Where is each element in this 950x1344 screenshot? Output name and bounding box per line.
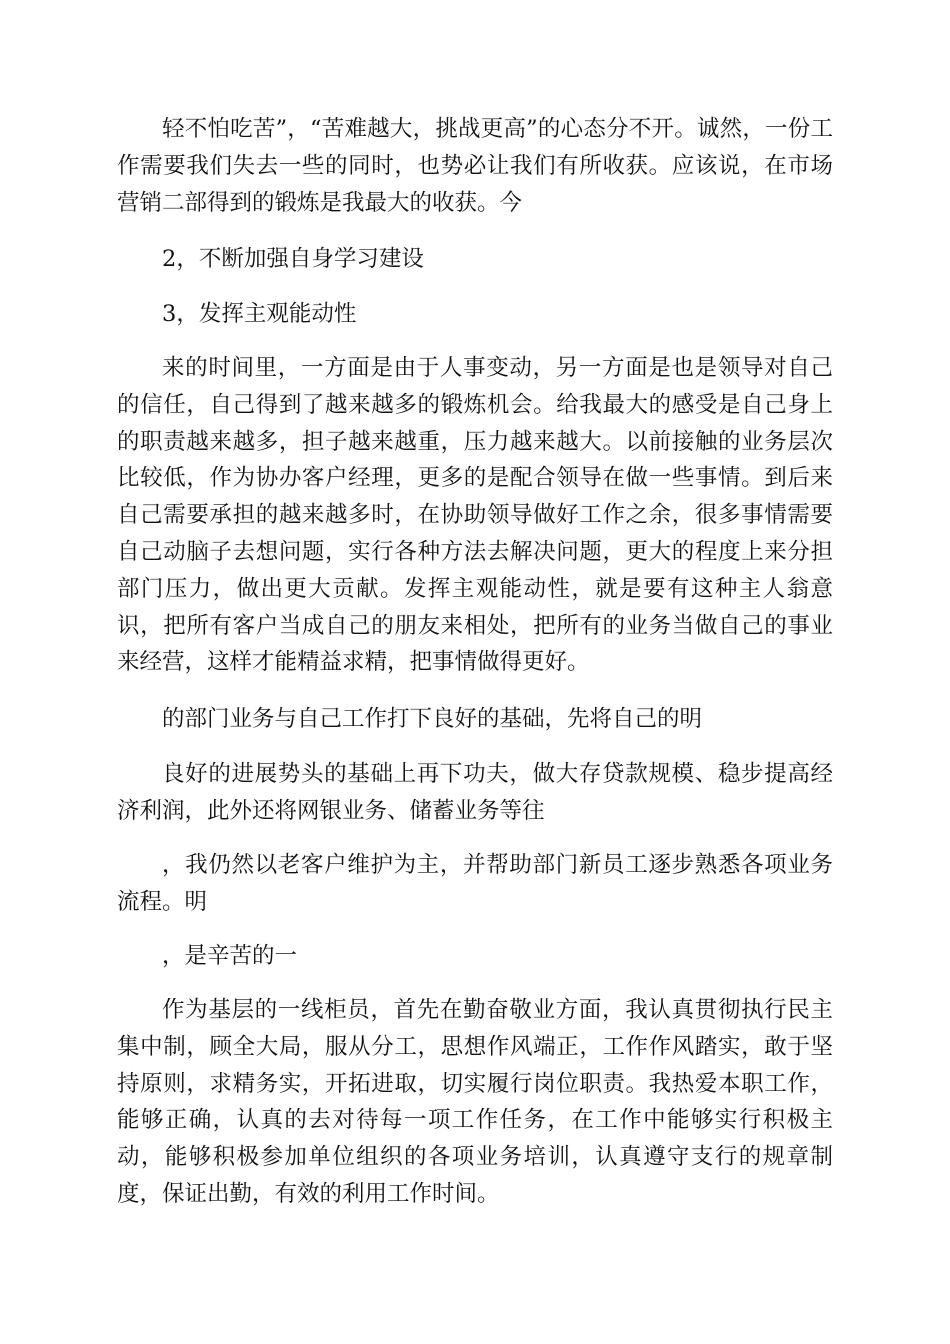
heading-initiative: 3，发挥主观能动性	[162, 301, 357, 327]
paragraph-teller-duties: 作为基层的一线柜员，首先在勤奋敬业方面，我认真贯彻执行民主集中制，顾全大局，服从分工，思想作风端正，工作作风踏实，敢于坚持原则，求精务实，开拓进取，切实履行岗位职责。我热爱本职工作，能够正确，认真的去对待每一项工作任务，在工作中能够实行积极主动，能够积极参加单位组织的各项业务培训，认真遵守支行的规章制度，保证出勤，有效的利用工作时间。	[117, 997, 833, 1207]
paragraph-hardship: ，是辛苦的一	[162, 943, 298, 969]
paragraph-mindset: 轻不怕吃苦”，“苦难越大，挑战更高”的心态分不开。诚然，一份工作需要我们失去一些的同时，也势必让我们有所收获。应该说，在市场营销二部得到的锻炼是我最大的收获。今	[117, 116, 833, 216]
paragraph-foundation: 的部门业务与自己工作打下良好的基础，先将自己的明	[162, 706, 703, 732]
paragraph-initiative: 来的时间里，一方面是由于人事变动，另一方面是也是领导对自己的信任，自己得到了越来越多的锻炼机会。给我最大的感受是自己身上的职责越来越多，担子越来越重，压力越来越大。以前接触的业务层次比较低，作为协办客户经理，更多的是配合领导在做一些事情。到后来自己需要承担的越来越多时，在协助领导做好工作之余，很多事情需要自己动脑子去想问题，实行各种方法去解决问题，更大的程度上来分担部门压力，做出更大贡献。发挥主观能动性，就是要有这种主人翁意识，把所有客户当成自己的朋友来相处，把所有的业务当做自己的事业来经营，这样才能精益求精，把事情做得更好。	[117, 355, 833, 676]
paragraph-customer-maintenance: ，我仍然以老客户维护为主，并帮助部门新员工逐步熟悉各项业务流程。明	[117, 852, 833, 915]
paragraph-growth: 良好的进展势头的基础上再下功夫，做大存贷款规模、稳步提高经济利润，此外还将网银业务、储蓄业务等往	[117, 761, 833, 824]
heading-self-study: 2，不断加强自身学习建设	[162, 246, 424, 272]
